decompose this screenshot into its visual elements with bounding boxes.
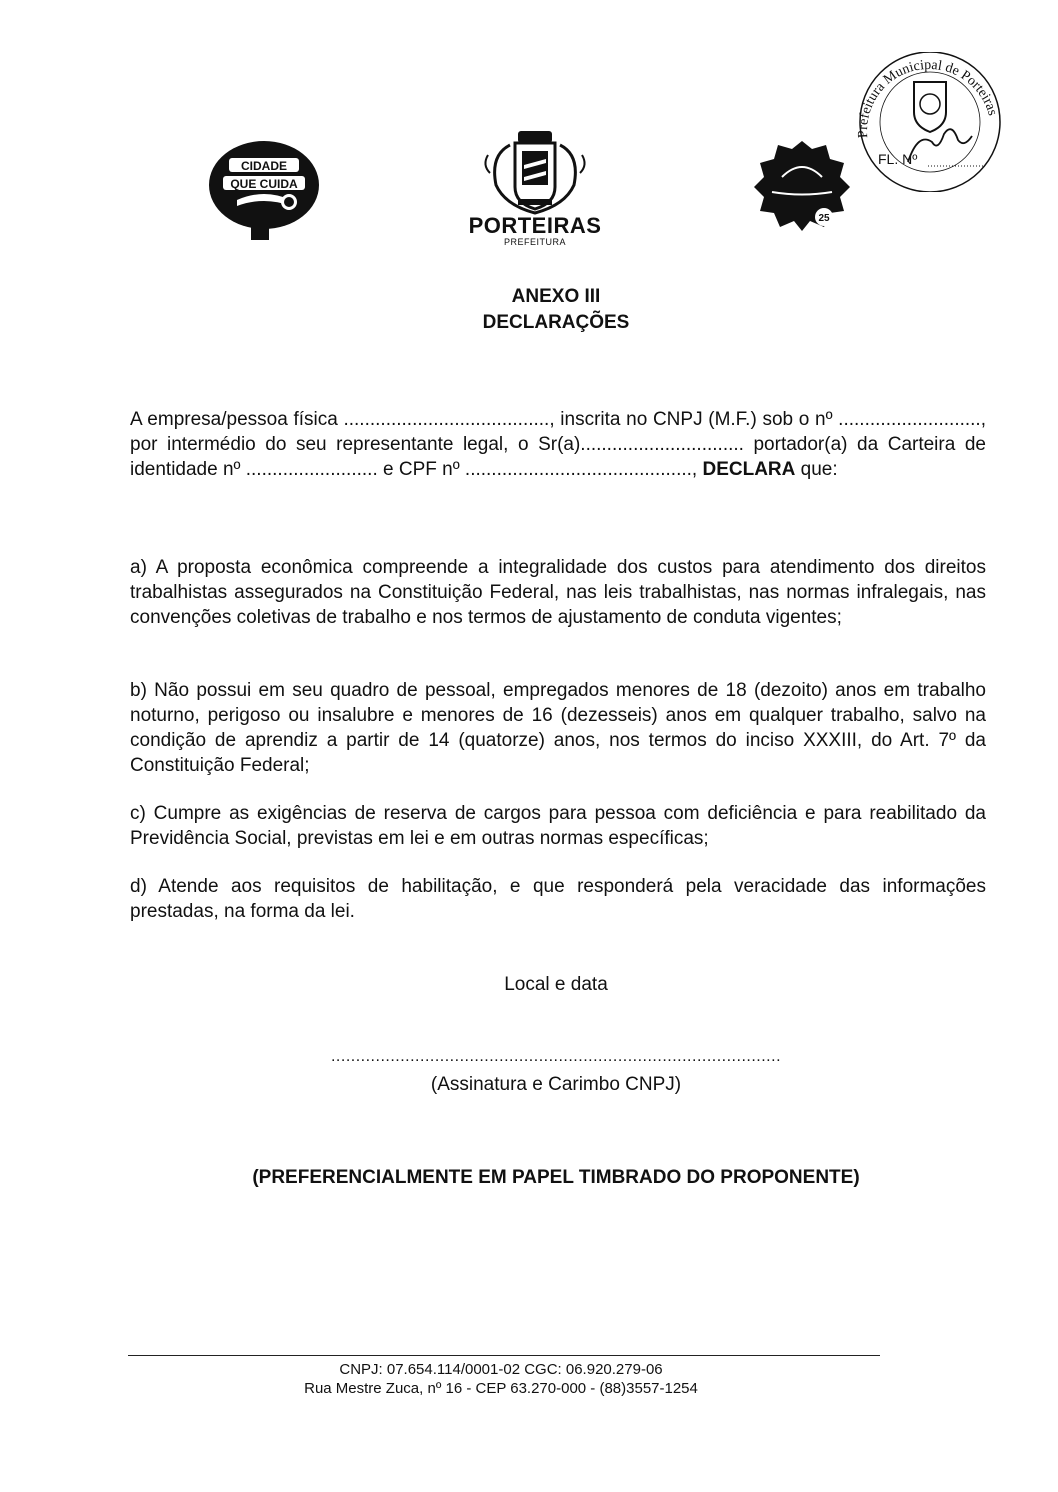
intro-paragraph	[130, 407, 986, 482]
letterhead-note: (PREFERENCIALMENTE EM PAPEL TIMBRADO DO PROPONENTE)	[252, 1167, 860, 1188]
svg-text:Prefeitura Municipal de Portei	[856, 58, 1000, 139]
stamp-arc-text: Prefeitura Municipal de Porteiras	[855, 57, 1000, 139]
badge-number: 25	[818, 213, 830, 224]
declaration-item-c: c) Cumpre as exigências de reserva de cargos para pessoa com deficiência e para reabilitado da Previdência Social, previstas em lei e em outras normas específicas;	[130, 803, 986, 849]
svg-text:CIDADE: CIDADE	[240, 159, 288, 173]
footer-divider	[128, 1355, 880, 1356]
signature-line: ...........................................................................................	[330, 1048, 782, 1065]
annex-title: ANEXO III	[511, 286, 601, 307]
porteiras-crest-icon	[480, 125, 590, 217]
brand-subtitle: PREFEITURA	[503, 237, 566, 247]
intro-text-end: que:	[800, 459, 838, 480]
declaration-item-a: a) A proposta econômica compreende a integralidade dos custos para atendimento dos direitos trabalhistas assegurados na Constituição Federal, nas leis trabalhistas, nas normas infralegais, nas convenções coletivas de trabalho e nos termos de ajustamento de conduta vigentes;	[130, 557, 986, 628]
porteiras-brand	[450, 125, 620, 260]
declara-keyword: DECLARA	[702, 459, 796, 480]
footer-cnpj: CNPJ: 07.654.114/0001-02 CGC: 06.920.279-06	[339, 1361, 663, 1378]
brand-title: PORTEIRAS	[468, 213, 602, 238]
declarations-title: DECLARAÇÕES	[482, 312, 630, 333]
svg-text:QUE CUIDA: QUE CUIDA	[230, 177, 298, 191]
cidade-que-cuida-logo	[207, 140, 322, 240]
local-and-date: Local e data	[504, 974, 608, 995]
signature-label: (Assinatura e Carimbo CNPJ)	[430, 1074, 682, 1095]
declaration-item-b: b) Não possui em seu quadro de pessoal, empregados menores de 18 (dezoito) anos em trabalho noturno, perigoso ou insalubre e menores de 16 (dezesseis) anos em qualquer trabalho, salvo na condição de aprendiz a partir de 14 (quatorze) anos, nos termos do inciso XXXIII, do Art. 7º da Constituição Federal;	[130, 680, 986, 776]
municipal-stamp	[848, 52, 1008, 192]
declaration-item-d: d) Atende aos requisitos de habilitação, e que responderá pela veracidade das informações prestadas, na forma da lei.	[130, 876, 986, 922]
footer-address: Rua Mestre Zuca, nº 16 - CEP 63.270-000 - (88)3557-1254	[304, 1380, 698, 1397]
stamp-fl-label: FL. Nº	[878, 151, 918, 167]
intro-text: A empresa/pessoa física ......................................., inscrita no CNPJ (M.F.) sob o nº ..........................., por intermédio do seu representante legal, o Sr(a)............................... portador(a) da Carteira de identidade nº ......................... e CPF nº ...........................................,	[130, 409, 986, 480]
anniversary-badge-logo	[752, 137, 852, 232]
